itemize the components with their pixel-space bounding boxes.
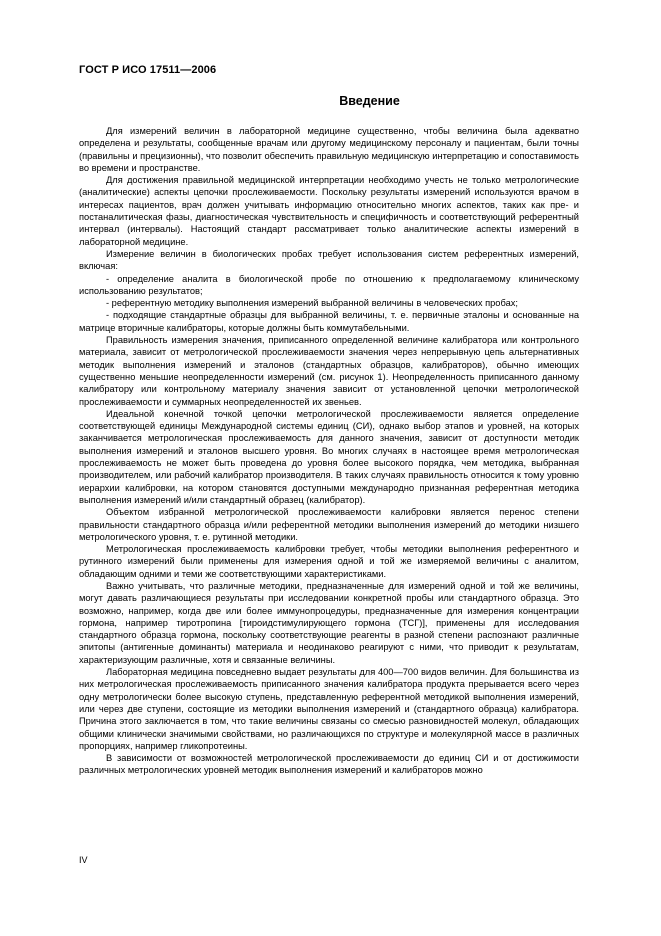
paragraph-1: Для измерений величин в лабораторной медицине существенно, чтобы величина была адекватно определена и результаты, сообщенные врачам или другому медицинскому персоналу и пациентам, были точны (правильны и прецизионны), что позволит обеспечить правильную медицинскую интерпретацию и сопоставимость во времени и пространстве. xyxy=(79,126,579,173)
paragraph-7: Метрологическая прослеживаемость калибровки требует, чтобы методики выполнения референтного и рутинного измерений были применены для измерения одной и той же измеряемой величины с аналитом, обладающим одними и теми же соответствующими характеристиками. xyxy=(79,544,579,579)
paragraph-9: Лабораторная медицина повседневно выдает результаты для 400—700 видов величин. Для большинства из них метрологическая прослеживаемость приписанного значения калибратора продукта прерывается всего через одну метрологически более высокую ступень, представленную референтной методикой выполнения измерений, или через две ступени, состоящие из методики выполнения измерений и (стандартного образца) калибратора. Причина этого заключается в том, что такие величины связаны со смесью разновидностей молекул, обладающих общими клинически значимыми свойствами, но различающихся по структуре и молекулярной массе в различных пропорциях, например гликопротеины. xyxy=(79,667,579,751)
list-item-3: - подходящие стандартные образцы для выбранной величины, т. е. первичные эталоны и основанные на матрице вторичные калибраторы, которые должны быть коммутабельными. xyxy=(79,310,579,333)
paragraph-5: Идеальной конечной точкой цепочки метрологической прослеживаемости является определение соответствующей единицы Международной системы единиц (СИ), однако выбор этапов и уровней, на которых заканчивается метрологическая прослеживаемость для данного значения, зависит от доступности методик выполнения измерений и эталонов высшего уровня. Во многих случаях в настоящее время метрологическая прослеживаемость не может быть проведена до уровня более высокого порядка, чем методика, выбранная производителем, или рабочий калибратор производителя. В таких случаях правильность относится к тому уровню иерархии калибровки, на котором становятся доступными международно признанная референтная методика выполнения измерений и/или стандартный образец (калибратор). xyxy=(79,408,579,505)
list-item-2: - референтную методику выполнения измерений выбранной величины в человеческих пробах; xyxy=(106,298,518,309)
page-number: IV xyxy=(79,855,88,865)
paragraph-2: Для достижения правильной медицинской интерпретации необходимо учесть не только метрологические (аналитические) аспекты цепочки прослеживаемости. Поскольку результаты измерений используются врачом в интересах пациентов, врач должен учитывать информацию относительно многих аспектов, таких как пре- и постаналитическая фазы, диагностическая чувствительность и специфичность и соответствующий референтный интервал (интервалы). Настоящий стандарт рассматривает только аналитические аспекты измерений в лабораторной медицине. xyxy=(79,175,579,247)
body-text xyxy=(79,125,579,777)
paragraph-3: Измерение величин в биологических пробах требует использования систем референтных измерений, включая: xyxy=(79,248,579,272)
paragraph-8: Важно учитывать, что различные методики, предназначенные для измерений одной и той же величины, могут давать различающиеся результаты при исследовании конкретной пробы или стандартного образца. Это возможно, например, когда две или более иммунопроцедуры, предназначенные для измерения концентрации гормона, например тиротропина [тироидстимулирующего гормона (ТСГ)], применены для исследования стандартного образца гормона, поскольку соответствующие реагенты в разной степени распознают различные эпитопы (антигенные доминанты) материала и неодинаково реагируют с ними, что приводит к результатам, характеризующим различные, хотя и связанные величины. xyxy=(79,580,579,665)
list-item-1: - определение аналита в биологической пробе по отношению к предполагаемому клиническому использованию результатов; xyxy=(79,273,579,296)
paragraph-10: В зависимости от возможностей метрологической прослеживаемости до единиц СИ и от достижимости различных метрологических уровней методик выполнения измерений и калибраторов можно xyxy=(79,753,579,776)
section-title: Введение xyxy=(339,94,400,108)
paragraph-4: Правильность измерения значения, приписанного определенной величине калибратора или контрольного материала, зависит от метрологической прослеживаемости значения через непрерывную цепь альтернативных методик выполнения измерений и эталонов (стандартных образцов, калибраторов), обычно имеющих существенно меньшие неопределенности измерений (см. рисунок 1). Неопределенность приписанного данному калибратору или контрольному материалу значения зависит от установленной цепочки метрологической прослеживаемости и суммарных неопределенностей их звеньев. xyxy=(79,335,579,407)
standard-header: ГОСТ Р ИСО 17511—2006 xyxy=(79,64,217,76)
paragraph-6: Объектом избранной метрологической прослеживаемости калибровки является перенос степени правильности стандартного образца и/или референтной методики выполнения измерений до методики низшего метрологического уровня, т. е. рутинной методики. xyxy=(79,507,579,542)
